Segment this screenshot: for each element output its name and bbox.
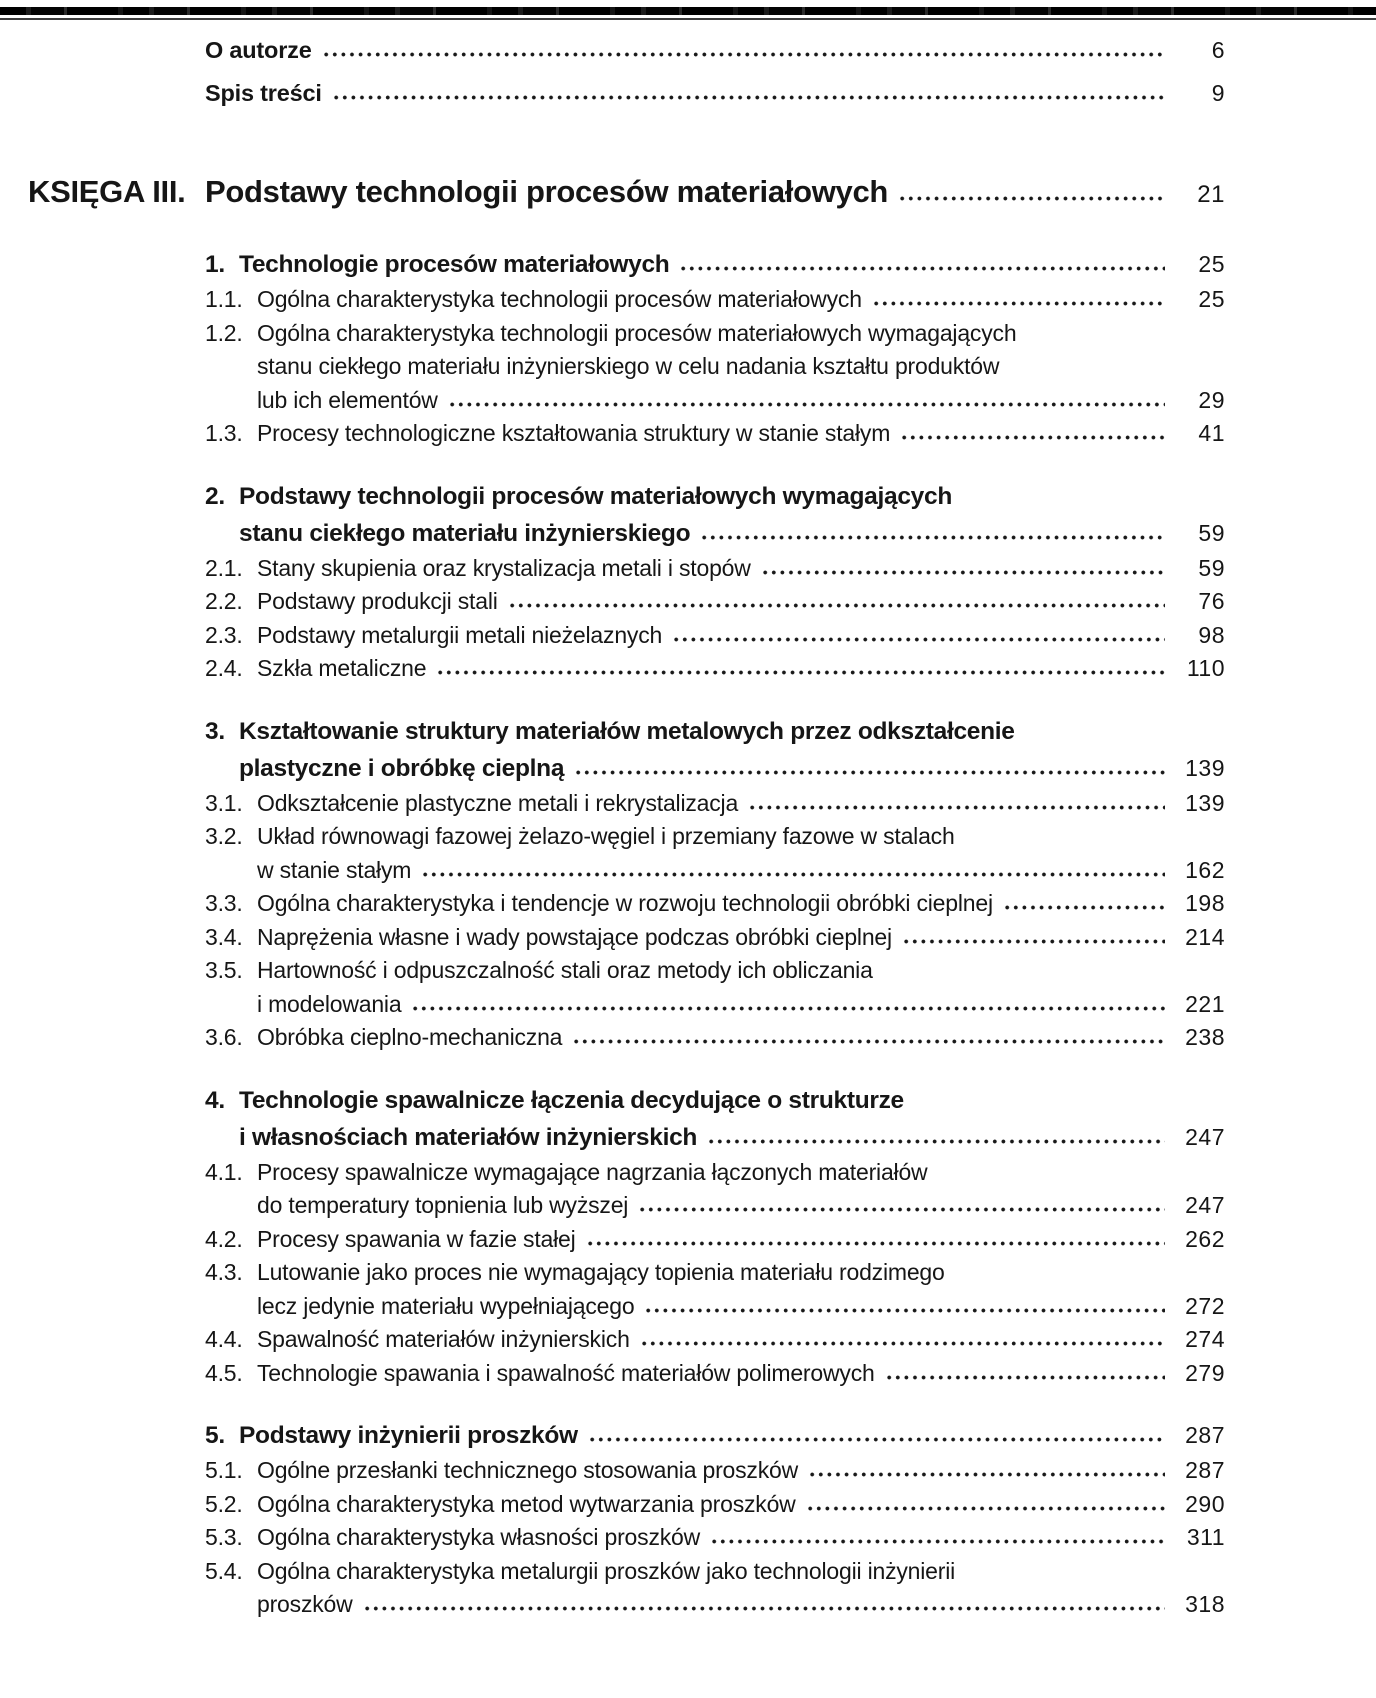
toc-line [205, 1156, 1225, 1190]
entry-title: Procesy spawania w fazie stałej [257, 1225, 576, 1252]
dot-leader [642, 1340, 1165, 1347]
dot-leader [574, 1038, 1165, 1045]
page-number: 214 [1185, 923, 1225, 950]
toc-line [205, 585, 1225, 619]
dot-leader [808, 1505, 1165, 1512]
entry-title: lub ich elementów [257, 386, 438, 413]
page-number: 110 [1186, 655, 1225, 681]
page-number: 25 [1198, 251, 1225, 277]
toc-line [205, 478, 1225, 515]
entry-title: Lutowanie jako proces nie wymagający topienia materiału rodzimego [257, 1259, 945, 1285]
entry-number: 1.3. [205, 420, 243, 446]
page-number: 287 [1185, 1457, 1225, 1483]
entry-title: Odkształcenie plastyczne metali i rekrystalizacja [257, 789, 739, 816]
dot-leader [709, 1138, 1165, 1145]
entry-title: Ogólna charakterystyka technologii procesów materiałowych wymagających [257, 319, 1017, 346]
page-number: 162 [1185, 856, 1225, 883]
toc-section-entry [205, 820, 1225, 887]
entry-number: 5.1. [205, 1457, 243, 1483]
toc-line [205, 1588, 1225, 1622]
toc-chapter-entry [205, 1082, 1225, 1156]
toc-chapter-entry [205, 1417, 1225, 1454]
entry-number: 2.3. [205, 621, 243, 648]
dot-leader [334, 94, 1165, 101]
toc-section-entry [205, 1555, 1225, 1622]
entry-title: Technologie procesów materiałowych [239, 251, 670, 278]
toc-line [205, 246, 1225, 283]
toc-line [205, 1521, 1225, 1555]
page-number: 139 [1185, 754, 1225, 781]
toc-line [205, 1189, 1225, 1223]
dot-leader [576, 769, 1165, 776]
entry-number: 2.4. [205, 655, 243, 681]
page-number: 9 [1211, 80, 1225, 106]
toc-section-entry [205, 283, 1225, 317]
entry-number: 3.5. [205, 957, 243, 983]
dot-leader [674, 636, 1165, 643]
toc-section-entry [205, 585, 1225, 619]
entry-number: 3.1. [205, 789, 243, 816]
entry-title: i własnościach materiałów inżynierskich [239, 1123, 698, 1151]
page-number: 98 [1198, 621, 1225, 648]
entry-number: 5.2. [205, 1490, 243, 1517]
entry-title: i modelowania [257, 990, 402, 1017]
entry-title: Ogólne przesłanki technicznego stosowania proszków [257, 1457, 799, 1483]
toc-section-entry [205, 552, 1225, 586]
entry-title: Technologie spawania i spawalność materiałów polimerowych [257, 1359, 875, 1386]
entry-title: Spis treści [205, 80, 322, 106]
page-number: 76 [1198, 588, 1225, 614]
book-label: KSIĘGA III. [28, 174, 186, 209]
dot-leader [712, 1538, 1165, 1545]
toc-line [205, 1323, 1225, 1357]
entry-number: 1.2. [205, 319, 243, 346]
page-number: 290 [1185, 1490, 1225, 1517]
toc-line [205, 417, 1225, 451]
toc-section-entry [205, 1357, 1225, 1391]
toc-line [205, 350, 1225, 384]
book-title: Podstawy technologii procesów materiałowych [205, 174, 889, 209]
toc-section-entry [205, 1156, 1225, 1223]
page-number: 247 [1185, 1123, 1225, 1150]
toc-section-entry [205, 1323, 1225, 1357]
scan-edge-artifact [0, 7, 1376, 15]
entry-number: 3.6. [205, 1024, 243, 1050]
entry-title: Szkła metaliczne [257, 655, 427, 681]
toc-line [205, 887, 1225, 921]
entry-number: 4.5. [205, 1359, 243, 1386]
toc-line [205, 1454, 1225, 1488]
toc-line [205, 787, 1225, 821]
toc-line [205, 954, 1225, 988]
entry-number: 5.3. [205, 1524, 243, 1550]
entry-title: O autorze [205, 37, 312, 63]
dot-leader [874, 300, 1165, 307]
entry-number: 4. [205, 1086, 225, 1114]
toc-line [205, 854, 1225, 888]
entry-title: Hartowność i odpuszczalność stali oraz metody ich obliczania [257, 957, 873, 983]
toc-section-entry [205, 317, 1225, 418]
entry-title: Stany skupienia oraz krystalizacja metali i stopów [257, 554, 751, 581]
entry-title: Ogólna charakterystyka technologii procesów materiałowych [257, 286, 862, 312]
toc-chapter-entry [205, 246, 1225, 283]
toc-content [28, 26, 1225, 1622]
dot-leader [887, 1374, 1165, 1381]
toc-line [205, 1357, 1225, 1391]
entry-number: 3.3. [205, 890, 243, 916]
toc-section-entry [205, 887, 1225, 921]
toc-line [205, 317, 1225, 351]
dot-leader [365, 1605, 1165, 1612]
page-number: 247 [1185, 1192, 1225, 1218]
entry-title: Naprężenia własne i wady powstające podczas obróbki cieplnej [257, 923, 892, 950]
toc-entry-list [28, 246, 1225, 1622]
entry-title: w stanie stałym [257, 856, 412, 883]
page-number: 279 [1185, 1359, 1225, 1386]
entry-title: Technologie spawalnicze łączenia decydujące o strukturze [239, 1086, 904, 1114]
dot-leader [640, 1206, 1165, 1213]
toc-section-entry [205, 619, 1225, 653]
toc-chapter-entry [205, 478, 1225, 552]
dot-leader [438, 669, 1165, 676]
entry-number: 5.4. [205, 1557, 243, 1584]
page-number: 221 [1185, 990, 1225, 1017]
toc-line [205, 1417, 1225, 1454]
entry-title: stanu ciekłego materiału inżynierskiego [239, 519, 691, 547]
toc-section-entry [205, 1021, 1225, 1055]
entry-title: stanu ciekłego materiału inżynierskiego w celu nadania kształtu produktów [257, 353, 1000, 379]
toc-section-entry [205, 1223, 1225, 1257]
dot-leader [810, 1471, 1165, 1478]
page-number: 6 [1211, 37, 1225, 63]
toc-section-entry [205, 1256, 1225, 1323]
page-number: 21 [1197, 181, 1225, 208]
dot-leader [900, 195, 1165, 202]
entry-title: Spawalność materiałów inżynierskich [257, 1326, 630, 1352]
entry-number: 3. [205, 717, 225, 745]
toc-section-entry [205, 1454, 1225, 1488]
toc-line [205, 384, 1225, 418]
toc-line [205, 552, 1225, 586]
entry-title: lecz jedynie materiału wypełniającego [257, 1292, 635, 1319]
dot-leader [1005, 904, 1165, 911]
page-number: 274 [1185, 1326, 1225, 1352]
entry-number: 4.4. [205, 1326, 243, 1352]
entry-title: Ogólna charakterystyka i tendencje w rozwoju technologii obróbki cieplnej [257, 890, 993, 916]
toc-line [205, 988, 1225, 1022]
dot-leader [763, 569, 1165, 576]
dot-leader [510, 602, 1165, 609]
entry-title: Ogólna charakterystyka własności proszków [257, 1524, 701, 1550]
entry-title: Kształtowanie struktury materiałów metalowych przez odkształcenie [239, 717, 1015, 745]
front-matter-entry [205, 32, 1225, 69]
page-number: 25 [1198, 286, 1225, 312]
page-number: 262 [1185, 1225, 1225, 1252]
page-number: 311 [1186, 1524, 1225, 1550]
page-number: 318 [1185, 1591, 1225, 1617]
book-heading [28, 168, 1225, 219]
dot-leader [702, 534, 1165, 541]
dot-leader [590, 1436, 1165, 1443]
toc-section-entry [205, 1488, 1225, 1522]
entry-number: 2.2. [205, 588, 243, 614]
toc-line [205, 75, 1225, 112]
dot-leader [681, 265, 1165, 272]
front-matter-entry [205, 75, 1225, 112]
page-number: 41 [1198, 420, 1225, 446]
entry-title: Układ równowagi fazowej żelazo-węgiel i przemiany fazowe w stalach [257, 823, 955, 849]
entry-title: Ogólna charakterystyka metalurgii proszków jako technologii inżynierii [257, 1557, 956, 1584]
dot-leader [324, 51, 1165, 58]
front-matter-list [28, 32, 1225, 112]
toc-line [28, 168, 1225, 219]
toc-section-entry [205, 417, 1225, 451]
toc-section-entry [205, 1521, 1225, 1555]
toc-line [205, 1488, 1225, 1522]
toc-chapter-entry [205, 713, 1225, 787]
dot-leader [750, 804, 1165, 811]
dot-leader [588, 1240, 1165, 1247]
entry-number: 2. [205, 482, 225, 510]
page-number: 139 [1185, 789, 1225, 816]
entry-title: Procesy spawalnicze wymagające nagrzania łączonych materiałów [257, 1158, 928, 1185]
toc-line [205, 1119, 1225, 1156]
toc-section-entry [205, 787, 1225, 821]
toc-line [205, 283, 1225, 317]
toc-line [205, 921, 1225, 955]
toc-line [205, 1290, 1225, 1324]
page-number: 272 [1185, 1292, 1225, 1319]
dot-leader [902, 434, 1165, 441]
toc-line [205, 820, 1225, 854]
toc-line [205, 713, 1225, 750]
page-number: 287 [1185, 1422, 1225, 1448]
toc-section-entry [205, 652, 1225, 686]
entry-title: Podstawy produkcji stali [257, 588, 498, 614]
entry-title: Procesy technologiczne kształtowania struktury w stanie stałym [257, 420, 891, 446]
page-number: 238 [1185, 1024, 1225, 1050]
entry-title: Podstawy metalurgii metali nieżelaznych [257, 621, 663, 648]
entry-number: 1. [205, 251, 225, 278]
toc-line [205, 619, 1225, 653]
page-number: 29 [1198, 386, 1225, 413]
page-number: 198 [1185, 890, 1225, 916]
entry-number: 5. [205, 1422, 225, 1449]
entry-number: 2.1. [205, 554, 243, 581]
dot-leader [423, 871, 1165, 878]
toc-line [205, 1021, 1225, 1055]
toc-line [205, 1555, 1225, 1589]
toc-line [205, 1223, 1225, 1257]
entry-number: 4.3. [205, 1259, 243, 1285]
toc-section-entry [205, 954, 1225, 1021]
entry-title: Ogólna charakterystyka metod wytwarzania proszków [257, 1490, 796, 1517]
dot-leader [904, 938, 1165, 945]
toc-line [205, 1256, 1225, 1290]
toc-section-entry [205, 921, 1225, 955]
toc-line [205, 32, 1225, 69]
entry-title: do temperatury topnienia lub wyższej [257, 1192, 629, 1218]
page-number: 59 [1198, 554, 1225, 581]
toc-line [205, 515, 1225, 552]
toc-line [205, 1082, 1225, 1119]
entry-number: 4.2. [205, 1225, 243, 1252]
entry-title: plastyczne i obróbkę cieplną [239, 754, 565, 782]
toc-line [205, 750, 1225, 787]
entry-number: 4.1. [205, 1158, 243, 1185]
entry-title: proszków [257, 1591, 353, 1617]
dot-leader [450, 401, 1165, 408]
entry-title: Podstawy inżynierii proszków [239, 1422, 578, 1449]
entry-title: Podstawy technologii procesów materiałowych wymagających [239, 482, 952, 510]
toc-line [205, 652, 1225, 686]
entry-title: Obróbka cieplno-mechaniczna [257, 1024, 563, 1050]
dot-leader [413, 1005, 1165, 1012]
entry-number: 3.4. [205, 923, 243, 950]
dot-leader [646, 1307, 1165, 1314]
page-number: 59 [1198, 519, 1225, 546]
entry-number: 1.1. [205, 286, 243, 312]
entry-number: 3.2. [205, 823, 243, 849]
